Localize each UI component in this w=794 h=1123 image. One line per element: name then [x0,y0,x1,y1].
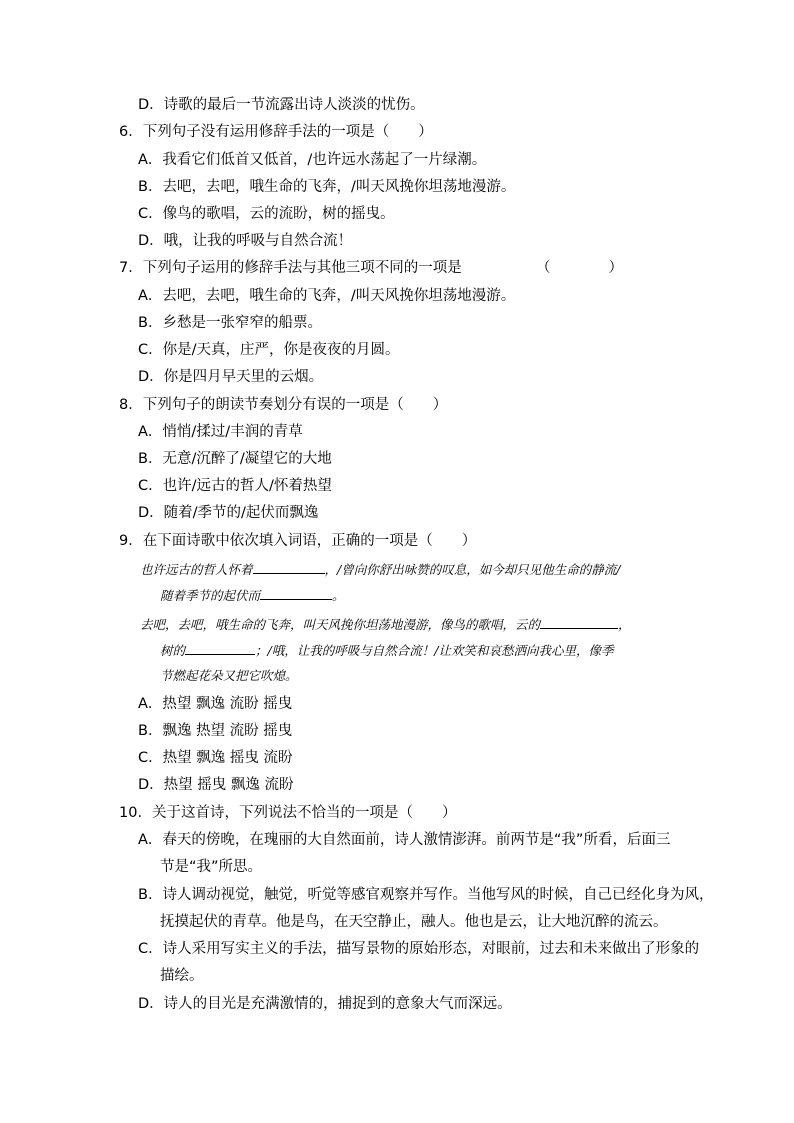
q9-passage-line-5: 节燃起花朵又把它吹熄。 [160,668,298,683]
q10-option-d: D．诗人的目光是充满激情的，捕捉到的意象大气而深远。 [138,996,512,1012]
q9-passage-text: 随着季节的起伏而 [160,588,261,603]
q8-option-c: C．也许/远古的哲人/怀着热望 [138,478,332,494]
q6-option-c: C．像鸟的歌唱，云的流盼，树的摇曳。 [138,206,395,222]
q8-stem: 8．下列句子的朗读节奏划分有误的一项是（ ） [119,397,448,413]
q7-answer-paren: （ ） [536,260,623,276]
q10-option-c: C．诗人采用写实主义的手法，描写景物的原始形态，对眼前，过去和未来做出了形象的 [138,941,700,957]
q8-option-b: B．无意/沉醉了/凝望它的大地 [138,451,332,467]
q9-passage-line-3 [140,614,631,635]
q9-passage-line-2 [160,585,345,606]
fill-blank [185,640,255,655]
q10-stem: 10．关于这首诗，下列说法不恰当的一项是（ ） [119,805,457,821]
q10-option-b: B．诗人调动视觉，触觉，听觉等感官观察并写作。当他写风的时候，自己已经化身为风， [138,887,714,903]
q7-option-c: C．你是/天真，庄严，你是夜夜的月圆。 [138,342,400,358]
q7-option-b: B．乡愁是一张窄窄的船票。 [138,315,322,331]
q6-option-b: B．去吧，去吧，哦生命的飞奔，/叫天风挽你坦荡地漫游。 [138,179,516,195]
q7-stem: 7．下列句子运用的修辞手法与其他三项不同的一项是 [119,260,462,276]
q9-passage-text: 。 [332,588,345,603]
q9-passage-line-1 [140,559,620,580]
q9-passage-text: 树的 [160,643,186,658]
q8-option-a: A．悄悄/揉过/丰润的青草 [138,424,303,440]
q6-option-a: A．我看它们低首又低首，/也许远水荡起了一片绿潮。 [138,152,487,168]
q9-passage-text: 也许远古的哲人怀着 [140,562,253,577]
q9-option-c: C．热望 飘逸 摇曳 流盼 [138,750,293,766]
q9-passage-line-4 [160,640,613,661]
q6-stem: 6．下列句子没有运用修辞手法的一项是（ ） [119,124,433,140]
q9-option-d: D．热望 摇曳 飘逸 流盼 [138,777,294,793]
fill-blank [260,585,332,600]
q7-option-a: A．去吧，去吧，哦生命的飞奔，/叫天风挽你坦荡地漫游。 [138,288,516,304]
q10-option-a: A．春天的傍晚，在瑰丽的大自然面前，诗人激情澎湃。前两节是“我”所看，后面三 [138,832,671,848]
q8-option-d: D．随着/季节的/起伏而飘逸 [138,505,319,521]
q10-option-a-cont: 节是“我”所思。 [160,859,263,875]
q9-option-a: A．热望 飘逸 流盼 摇曳 [138,696,293,712]
q7-option-d: D．你是四月早天里的云烟。 [138,369,324,385]
q10-option-c-cont: 描绘。 [160,968,204,984]
q9-passage-text: 去吧，去吧，哦生命的飞奔，叫天风挽你坦荡地漫游，像鸟的歌唱，云的 [140,617,541,632]
q9-stem: 9．在下面诗歌中依次填入词语，正确的一项是（ ） [119,533,477,549]
q5-option-d: D．诗歌的最后一节流露出诗人淡淡的忧伤。 [138,97,425,113]
q6-option-d: D．哦，让我的呼吸与自然合流！ [138,233,353,249]
q9-passage-text: ， [618,617,631,632]
fill-blank [540,614,618,629]
q9-option-b: B．飘逸 热望 流盼 摇曳 [138,723,293,739]
q10-option-b-cont: 抚摸起伏的青草。他是鸟，在天空静止，融人。他也是云，让大地沉醉的流云。 [160,914,668,930]
q9-passage-text: ，/曾向你舒出咏赞的叹息，如今却只见他生命的静流/ [324,562,621,577]
q9-passage-text: ；/哦，让我的呼吸与自然合流！/让欢笑和哀愁洒向我心里，像季 [255,643,614,658]
fill-blank [253,559,325,574]
